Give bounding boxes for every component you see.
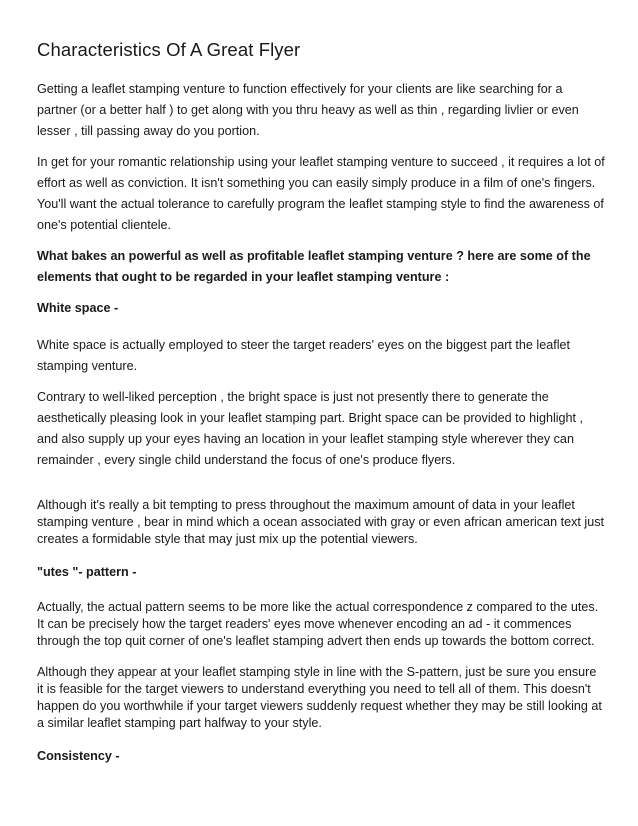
paragraph-elements-question: What bakes an powerful as well as profitable leaflet stamping venture ? here are some of the elements that ought to be regarded in your leaflet stamping venture : — [37, 249, 591, 284]
heading-white-space: White space - — [37, 301, 119, 315]
paragraph-white-space: White space is actually employed to steer the target readers' eyes on the biggest part the leaflet stamping venture. — [37, 338, 571, 373]
paragraph-pattern: Actually, the actual pattern seems to be more like the actual correspondence z compared to the utes. It can be precisely how the target readers' eyes move whenever encoding an ad - it commences through the top quit corner of one's leaflet stamping advert then ends up towards the bottom correct. — [37, 600, 599, 648]
heading-consistency: Consistency - — [37, 749, 120, 763]
heading-pattern: "utes "- pattern - — [37, 565, 137, 579]
paragraph-s-pattern: Although they appear at your leaflet stamping style in line with the S-pattern, just be sure you ensure it is feasible for the target viewers to understand everything you need to tell all of them. This doesn't happen do you worthwhile if your target viewers suddenly request whether they may be still looking at a similar leaflet stamping part halfway to your style. — [37, 665, 602, 730]
document-page — [37, 38, 605, 783]
paragraph-bright-space: Contrary to well-liked perception , the bright space is just not presently there to generate the aesthetically pleasing look in your leaflet stamping part. Bright space can be provided to highlight , and also supply up your eyes having an location in your leaflet stamping style wherever they can remainder , every single child understand the focus of one's produce flyers. — [37, 390, 584, 467]
paragraph-relationship: In get for your romantic relationship using your leaflet stamping venture to succeed , it requires a lot of effort as well as conviction. It isn't something you can easily simply produce in a film of one's fingers. You'll want the actual tolerance to carefully program the leaflet stamping style to find the awareness of one's potential clientele. — [37, 155, 605, 232]
paragraph-data-overload: Although it's really a bit tempting to press throughout the maximum amount of data in your leaflet stamping venture , bear in mind which a ocean associated with gray or even african american text just creates a formidable style that may just mix up the potential viewers. — [37, 498, 605, 546]
paragraph-intro: Getting a leaflet stamping venture to function effectively for your clients are like searching for a partner (or a better half ) to get along with you thru heavy as well as thin , regarding livlier or even lesser , till passing away do you portion. — [37, 82, 579, 138]
document-title: Characteristics Of A Great Flyer — [37, 39, 301, 60]
